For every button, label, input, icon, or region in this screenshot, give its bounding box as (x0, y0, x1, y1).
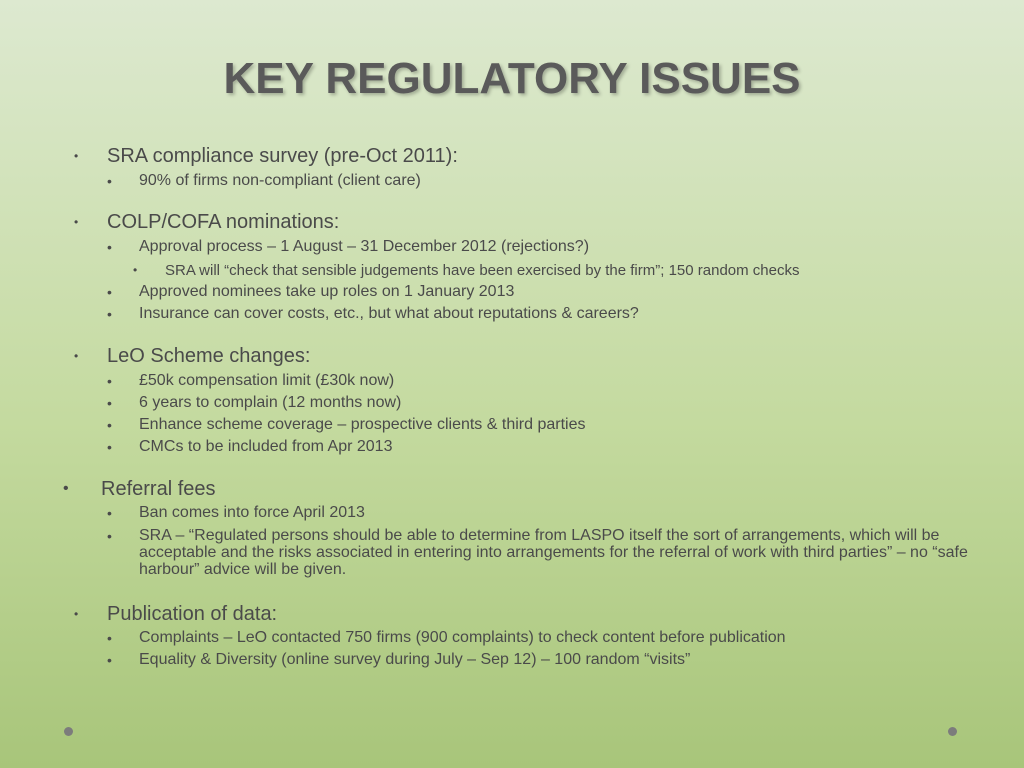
bullet-heading: • Publication of data: (107, 603, 277, 626)
bullet-item: • SRA – “Regulated persons should be able to determine from LASPO itself the sort of arrangements, which will be acceptable and the risks associated in entering into arrangements for the referral of work with third parties” – no “safe harbour” advice will be given. (139, 527, 969, 578)
bullet-item: • Insurance can cover costs, etc., but what about reputations & careers? (139, 305, 639, 323)
bullet-item: • Equality & Diversity (online survey during July – Sep 12) – 100 random “visits” (139, 651, 690, 669)
bullet-item: • Enhance scheme coverage – prospective clients & third parties (139, 416, 585, 434)
bullet-item: • Ban comes into force April 2013 (139, 504, 365, 522)
bullet-item: • 6 years to complain (12 months now) (139, 394, 401, 412)
bullet-item: • Complaints – LeO contacted 750 firms (900 complaints) to check content before publication (139, 629, 786, 647)
bullet-heading: • COLP/COFA nominations: (107, 211, 339, 234)
bullet-item: • Approval process – 1 August – 31 December 2012 (rejections?) (139, 238, 589, 256)
bullet-item: • £50k compensation limit (£30k now) (139, 372, 394, 390)
bullet-heading: • SRA compliance survey (pre-Oct 2011): (107, 145, 458, 168)
bullet-subitem: • SRA will “check that sensible judgements have been exercised by the firm”; 150 random checks (165, 262, 799, 279)
bullet-heading: • LeO Scheme changes: (107, 345, 310, 368)
slide-title: KEY REGULATORY ISSUES (223, 54, 801, 103)
decorative-dot-left (64, 727, 73, 736)
decorative-dot-right (948, 727, 957, 736)
bullet-item: • CMCs to be included from Apr 2013 (139, 438, 392, 456)
bullet-item: • 90% of firms non-compliant (client care) (139, 172, 421, 190)
bullet-item: • Approved nominees take up roles on 1 January 2013 (139, 283, 514, 301)
bullet-heading: • Referral fees (101, 478, 216, 501)
